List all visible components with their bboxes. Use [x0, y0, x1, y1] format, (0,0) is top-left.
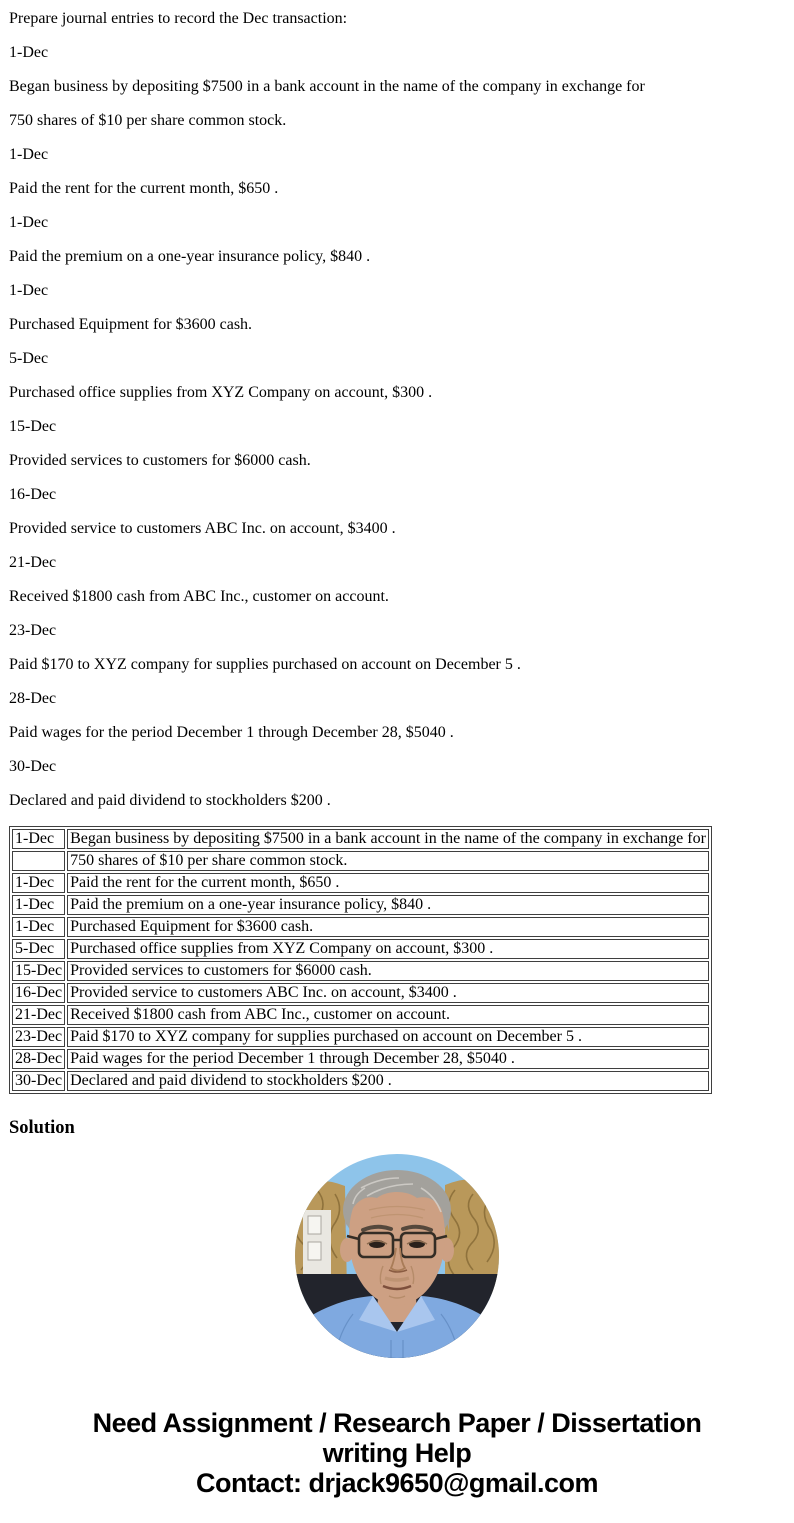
- paragraph: Began business by depositing $7500 in a bank account in the name of the company in exchange for: [9, 78, 645, 95]
- paragraph: Provided service to customers ABC Inc. on account, $3400 .: [9, 520, 396, 537]
- paragraph: Prepare journal entries to record the Dec transaction:: [9, 10, 348, 27]
- paragraph: 750 shares of $10 per share common stock.: [9, 112, 287, 129]
- description-cell: Provided service to customers ABC Inc. on account, $3400 .: [67, 983, 709, 1003]
- paragraph: 15-Dec: [9, 418, 57, 435]
- paragraph: 1-Dec: [9, 282, 49, 299]
- table-row: [12, 983, 709, 1003]
- photo-switch-plate-1: [308, 1216, 321, 1234]
- solution-heading: Solution: [9, 1118, 75, 1133]
- description-cell: Paid wages for the period December 1 through December 28, $5040 .: [67, 1049, 709, 1069]
- date-cell: 1-Dec: [12, 829, 65, 849]
- description-cell: 750 shares of $10 per share common stock.: [67, 851, 709, 871]
- date-cell: 1-Dec: [12, 895, 65, 915]
- table-row: [12, 1071, 709, 1091]
- photo-switch-plate-2: [308, 1242, 321, 1260]
- date-cell: [12, 851, 65, 871]
- paragraph: Provided services to customers for $6000 cash.: [9, 452, 311, 469]
- date-cell: 1-Dec: [12, 917, 65, 937]
- date-cell: 30-Dec: [12, 1071, 65, 1091]
- paragraph: Purchased Equipment for $3600 cash.: [9, 316, 253, 333]
- date-cell: 16-Dec: [12, 983, 65, 1003]
- description-cell: Received $1800 cash from ABC Inc., customer on account.: [67, 1005, 709, 1025]
- paragraph: Received $1800 cash from ABC Inc., customer on account.: [9, 588, 389, 605]
- paragraph: 30-Dec: [9, 758, 57, 775]
- paragraph: 1-Dec: [9, 44, 49, 61]
- description-cell: Began business by depositing $7500 in a bank account in the name of the company in exchange for: [67, 829, 709, 849]
- paragraph: 28-Dec: [9, 690, 57, 707]
- paragraph: Paid the rent for the current month, $650 .: [9, 180, 279, 197]
- solution-heading-clipped: [9, 1117, 785, 1133]
- paragraph: 23-Dec: [9, 622, 57, 639]
- table-row: [12, 873, 709, 893]
- table-row: [12, 851, 709, 871]
- table-row: [12, 1027, 709, 1047]
- paragraph: Paid wages for the period December 1 through December 28, $5040 .: [9, 724, 454, 741]
- table-row: [12, 961, 709, 981]
- description-cell: Purchased office supplies from XYZ Company on account, $300 .: [67, 939, 709, 959]
- transaction-paragraphs: [9, 10, 785, 811]
- transactions-table: [9, 826, 712, 1094]
- footer-line-1: Need Assignment / Research Paper / Dissertation: [92, 1408, 702, 1438]
- paragraph: Purchased office supplies from XYZ Company on account, $300 .: [9, 384, 433, 401]
- date-cell: 1-Dec: [12, 873, 65, 893]
- date-cell: 28-Dec: [12, 1049, 65, 1069]
- table-row: [12, 829, 709, 849]
- paragraph: 5-Dec: [9, 350, 49, 367]
- paragraph: 1-Dec: [9, 214, 49, 231]
- table-row: [12, 939, 709, 959]
- avatar-row: [9, 1154, 785, 1358]
- table-row: [12, 1005, 709, 1025]
- date-cell: 21-Dec: [12, 1005, 65, 1025]
- footer-banner: [9, 1408, 785, 1498]
- transactions-table-body: [12, 829, 709, 1091]
- date-cell: 5-Dec: [12, 939, 65, 959]
- footer-line-2: writing Help: [322, 1438, 472, 1468]
- description-cell: Purchased Equipment for $3600 cash.: [67, 917, 709, 937]
- paragraph: Paid the premium on a one-year insurance policy, $840 .: [9, 248, 371, 265]
- table-row: [12, 917, 709, 937]
- paragraph: 1-Dec: [9, 146, 49, 163]
- mustache-shadow: [385, 1278, 409, 1280]
- tutor-photo: [295, 1154, 499, 1358]
- date-cell: 23-Dec: [12, 1027, 65, 1047]
- description-cell: Declared and paid dividend to stockholders $200 .: [67, 1071, 709, 1091]
- description-cell: Provided services to customers for $6000 cash.: [67, 961, 709, 981]
- description-cell: Paid the rent for the current month, $650 .: [67, 873, 709, 893]
- paragraph: Declared and paid dividend to stockholders $200 .: [9, 792, 331, 809]
- paragraph: 21-Dec: [9, 554, 57, 571]
- description-cell: Paid the premium on a one-year insurance policy, $840 .: [67, 895, 709, 915]
- paragraph: Paid $170 to XYZ company for supplies purchased on account on December 5 .: [9, 656, 521, 673]
- table-row: [12, 1049, 709, 1069]
- table-row: [12, 895, 709, 915]
- description-cell: Paid $170 to XYZ company for supplies purchased on account on December 5 .: [67, 1027, 709, 1047]
- footer-contact-email: Contact: drjack9650@gmail.com: [196, 1468, 598, 1498]
- paragraph: 16-Dec: [9, 486, 57, 503]
- date-cell: 15-Dec: [12, 961, 65, 981]
